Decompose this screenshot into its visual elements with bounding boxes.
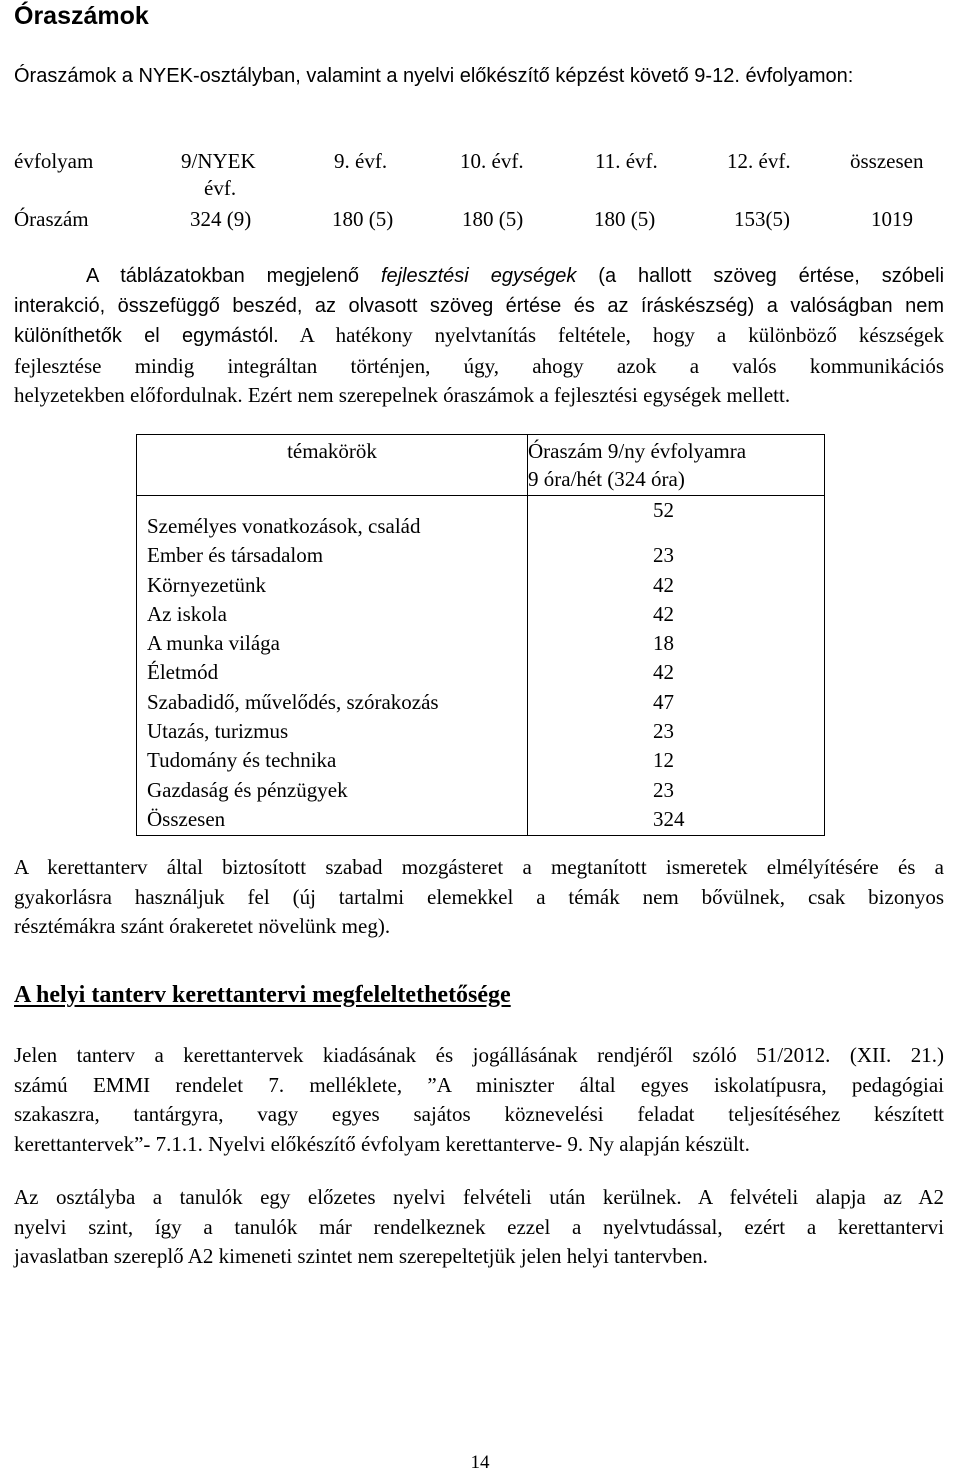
topic-cell: Gazdaság és pénzügyek <box>137 774 528 803</box>
hours-cell: 42 <box>528 599 825 628</box>
paragraph-line: interakció, összefüggő beszéd, az olvasott szöveg értése és az íráskészség) a valóságban nem <box>14 294 944 317</box>
table-row <box>137 540 825 569</box>
table-header-row <box>137 435 825 496</box>
paragraph-line: A kerettanterv által biztosított szabad mozgásteret a megtanított ismeretek elmélyítésére és a <box>14 855 944 879</box>
topics-hours-table <box>136 434 825 836</box>
hours-cell: 12 <box>528 745 825 774</box>
paragraph-line: gyakorlásra használjuk fel (új tartalmi elemekkel a témák nem bővülnek, csak bizonyos <box>14 884 944 909</box>
topic-cell: Az iskola <box>137 599 528 628</box>
topic-cell: Tudomány és technika <box>137 745 528 774</box>
table-row <box>137 628 825 657</box>
row-cell-oraszam: Óraszám <box>14 207 89 231</box>
paragraph-line: szakaszra, tantárgyra, vagy egyes sajátos köznevelési feladat teljesítéséhez készített <box>14 1102 944 1126</box>
paragraph-line: fejlesztése mindig integráltan történjen, úgy, ahogy azok a valós kommunikációs <box>14 353 944 378</box>
topic-cell: Szabadidő, művelődés, szórakozás <box>137 686 528 715</box>
topic-cell: A munka világa <box>137 628 528 657</box>
row-cell-9evf: 180 (5) <box>332 207 394 231</box>
header-cell-9nyek-evf: évf. <box>204 176 237 200</box>
hours-cell: 23 <box>528 774 825 803</box>
hours-cell: 42 <box>528 569 825 598</box>
row-cell-10evf: 180 (5) <box>462 207 524 231</box>
row-cell-9nyek: 324 (9) <box>190 207 252 231</box>
development-units-paragraph <box>14 262 944 411</box>
table-row <box>137 599 825 628</box>
row-cell-osszesen: 1019 <box>871 207 913 231</box>
paragraph-line: javaslatban szereplő A2 kimeneti szintet nem szerepeltetjük jelen helyi tantervben. <box>14 1244 708 1268</box>
table-row <box>137 774 825 803</box>
intro-text: Óraszámok a NYEK-osztályban, valamint a nyelvi előkészítő képzést követő 9-12. évfolyamon: <box>14 65 854 87</box>
hours-cell: 23 <box>528 716 825 745</box>
row-cell-12evf: 153(5) <box>734 207 790 231</box>
paragraph-line: A táblázatokban megjelenő fejlesztési egységek (a hallott szöveg értése, szóbeli <box>86 265 945 287</box>
admission-paragraph <box>14 1183 944 1272</box>
header-cell-osszesen: összesen <box>850 149 924 173</box>
legal-basis-paragraph <box>14 1041 944 1159</box>
header-hours: Óraszám 9/ny évfolyamra 9 óra/hét (324 óra) <box>528 435 825 496</box>
topic-cell: Utazás, turizmus <box>137 716 528 745</box>
table-row <box>137 569 825 598</box>
paragraph-line: Jelen tanterv a kerettantervek kiadásának és jogállásának rendjéről szóló 51/2012. (XII. 21.) <box>14 1043 944 1067</box>
header-cell-9nyek: 9/NYEK <box>181 149 256 173</box>
hours-cell: 52 <box>528 496 825 541</box>
paragraph-line: résztémákra szánt órakeretet növelünk meg). <box>14 914 391 938</box>
italic-term: fejlesztési egységek <box>380 265 577 287</box>
hours-cell: 324 <box>528 804 825 836</box>
header-cell-9evf: 9. évf. <box>334 149 388 173</box>
topic-cell: Ember és társadalom <box>137 540 528 569</box>
framework-usage-paragraph <box>14 853 944 942</box>
paragraph-line: helyzetekben előfordulnak. Ezért nem szerepelnek óraszámok a fejlesztési egységek mellett. <box>14 383 791 407</box>
table-row <box>137 496 825 541</box>
row-cell-11evf: 180 (5) <box>594 207 656 231</box>
hours-cell: 18 <box>528 628 825 657</box>
section-heading: A helyi tanterv kerettantervi megfeleltethetősége <box>14 982 511 1008</box>
paragraph-line: különíthetők el egymástól. A hatékony nyelvtanítás feltétele, hogy a különböző készségek <box>14 323 945 347</box>
table-row <box>137 745 825 774</box>
topic-cell: Személyes vonatkozások, család <box>137 496 528 541</box>
table-row <box>137 716 825 745</box>
table-row <box>137 686 825 715</box>
hours-cell: 23 <box>528 540 825 569</box>
paragraph-line: kerettantervek”- 7.1.1. Nyelvi előkészítő évfolyam kerettanterve- 9. Ny alapján készült. <box>14 1131 750 1156</box>
topic-cell: Összesen <box>137 804 528 836</box>
hours-cell: 47 <box>528 686 825 715</box>
paragraph-line: számú EMMI rendelet 7. melléklete, ”A miniszter által egyes iskolatípusra, pedagógiai <box>14 1072 944 1097</box>
header-cell-10evf: 10. évf. <box>460 149 524 173</box>
hours-cell: 42 <box>528 657 825 686</box>
topic-cell: Környezetünk <box>137 569 528 598</box>
header-cell-12evf: 12. évf. <box>727 149 791 173</box>
header-topics: témakörök <box>137 435 528 496</box>
hours-summary-table <box>14 148 949 240</box>
table-row-total <box>137 804 825 836</box>
page-title: Óraszámok <box>14 2 149 30</box>
header-cell-11evf: 11. évf. <box>595 149 658 173</box>
paragraph-line: Az osztályba a tanulók egy előzetes nyelvi felvételi után kerülnek. A felvételi alapja az A2 <box>14 1185 944 1209</box>
header-cell-evfolyam: évfolyam <box>14 149 94 173</box>
table-row <box>137 657 825 686</box>
page-number: 14 <box>470 1452 490 1473</box>
paragraph-line: nyelvi szint, így a tanulók már rendelkeznek ezzel a nyelvtudással, ezért a kerettantervi <box>14 1214 944 1239</box>
topic-cell: Életmód <box>137 657 528 686</box>
